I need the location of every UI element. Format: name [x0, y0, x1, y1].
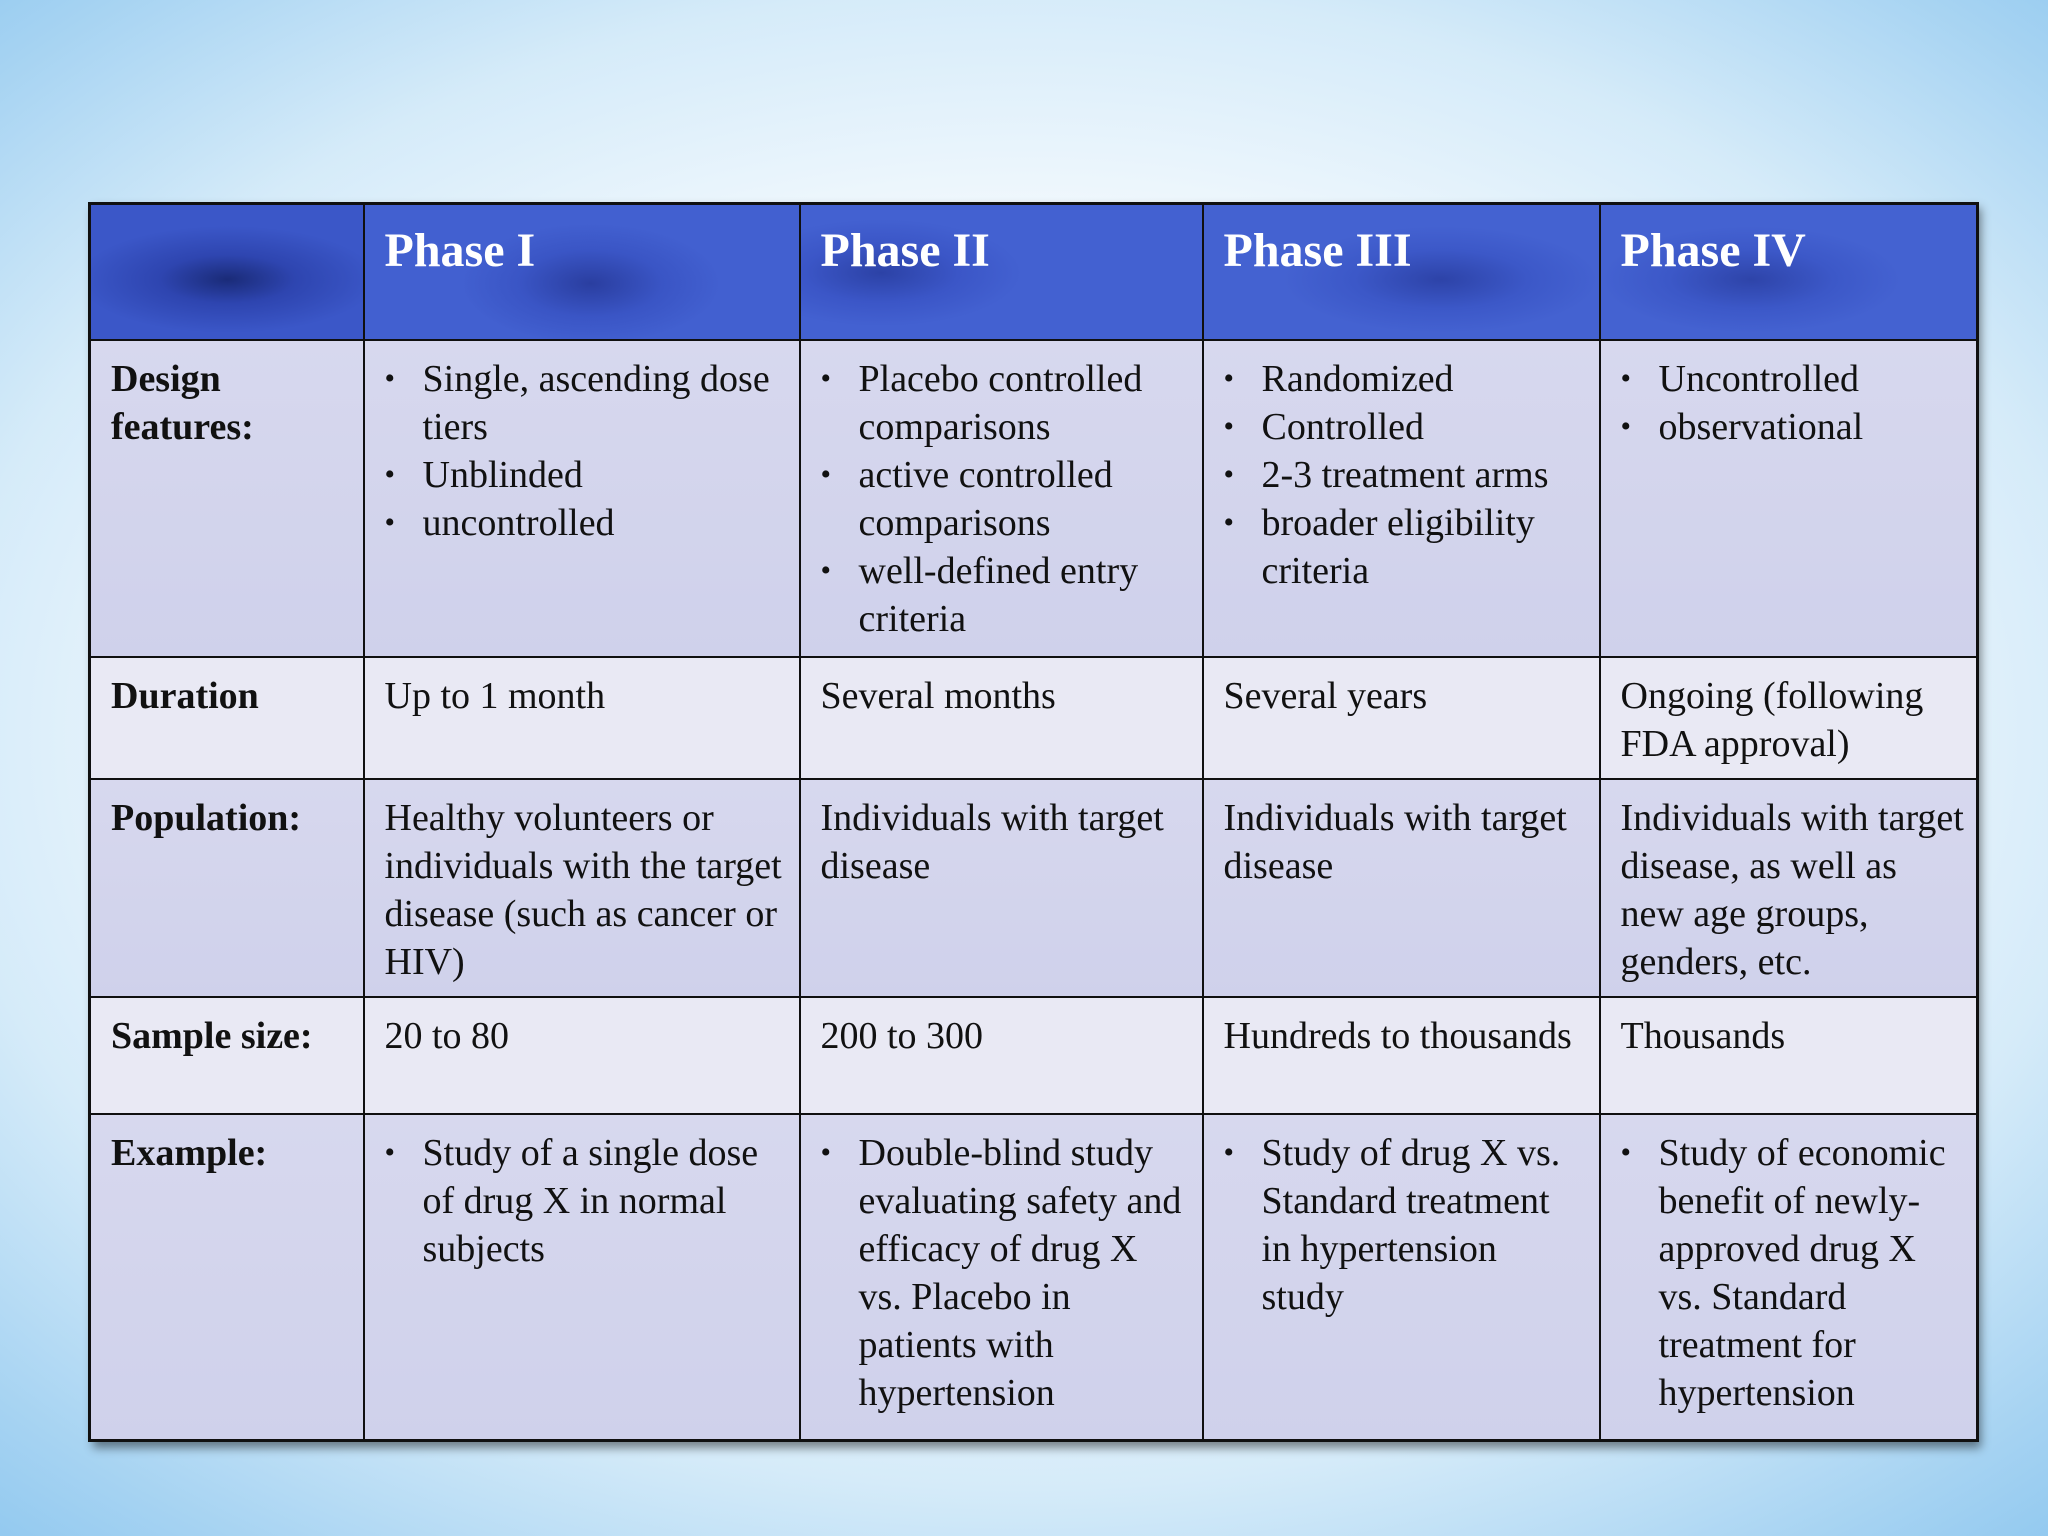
bullet-item: • Controlled: [1224, 403, 1587, 451]
header-phase-2: Phase II: [800, 204, 1203, 341]
cell-design-phase-1: [364, 340, 800, 657]
cell-population-phase-1: Healthy volunteers or individuals with the target disease (such as cancer or HIV): [364, 779, 800, 997]
bullet-item: • Study of drug X vs. Standard treatment in hypertension study: [1224, 1129, 1587, 1321]
cell-example-phase-4: [1600, 1114, 1978, 1441]
row-duration: [90, 657, 1978, 779]
cell-population-phase-3: Individuals with target disease: [1203, 779, 1600, 997]
cell-example-phase-3: [1203, 1114, 1600, 1441]
bullet-list: [1224, 1129, 1587, 1321]
bullet-item: • Placebo controlled comparisons: [821, 355, 1190, 451]
bullet-list: [821, 1129, 1190, 1417]
bullet-item: • Study of a single dose of drug X in normal subjects: [385, 1129, 787, 1273]
bullet-item: • uncontrolled: [385, 499, 787, 547]
cell-sample-phase-2: 200 to 300: [800, 997, 1203, 1114]
cell-design-phase-3: [1203, 340, 1600, 657]
cell-example-phase-1: [364, 1114, 800, 1441]
bullet-list: [385, 355, 787, 547]
row-label-population: Population:: [90, 779, 364, 997]
bullet-item: • Uncontrolled: [1621, 355, 1965, 403]
cell-sample-phase-3: Hundreds to thousands: [1203, 997, 1600, 1114]
clinical-trial-phases-table: [88, 202, 1979, 1442]
bullet-item: • Double-blind study evaluating safety and efficacy of drug X vs. Placebo in patients with hypertension: [821, 1129, 1190, 1417]
cell-design-phase-4: [1600, 340, 1978, 657]
bullet-item: • Single, ascending dose tiers: [385, 355, 787, 451]
cell-design-phase-2: [800, 340, 1203, 657]
row-label-duration: Duration: [90, 657, 364, 779]
bullet-item: • well-defined entry criteria: [821, 547, 1190, 643]
row-design-features: [90, 340, 1978, 657]
header-row: [90, 204, 1978, 341]
row-label-example: Example:: [90, 1114, 364, 1441]
bullet-item: • broader eligibility criteria: [1224, 499, 1587, 595]
header-phase-1: Phase I: [364, 204, 800, 341]
cell-duration-phase-4: Ongoing (following FDA approval): [1600, 657, 1978, 779]
cell-duration-phase-1: Up to 1 month: [364, 657, 800, 779]
bullet-item: • active controlled comparisons: [821, 451, 1190, 547]
cell-example-phase-2: [800, 1114, 1203, 1441]
bullet-list: [385, 1129, 787, 1273]
bullet-list: [1224, 355, 1587, 595]
bullet-item: • 2-3 treatment arms: [1224, 451, 1587, 499]
row-sample-size: [90, 997, 1978, 1114]
header-phase-4: Phase IV: [1600, 204, 1978, 341]
cell-sample-phase-4: Thousands: [1600, 997, 1978, 1114]
cell-duration-phase-2: Several months: [800, 657, 1203, 779]
bullet-item: • observational: [1621, 403, 1965, 451]
row-label-design-features: Design features:: [90, 340, 364, 657]
phase-table-container: [88, 202, 1976, 1442]
bullet-list: [1621, 1129, 1965, 1417]
bullet-item: • Randomized: [1224, 355, 1587, 403]
row-population: [90, 779, 1978, 997]
bullet-item: • Unblinded: [385, 451, 787, 499]
row-label-sample-size: Sample size:: [90, 997, 364, 1114]
bullet-list: [821, 355, 1190, 643]
bullet-list: [1621, 355, 1965, 451]
bullet-item: • Study of economic benefit of newly-approved drug X vs. Standard treatment for hypertension: [1621, 1129, 1965, 1417]
cell-population-phase-2: Individuals with target disease: [800, 779, 1203, 997]
cell-duration-phase-3: Several years: [1203, 657, 1600, 779]
cell-sample-phase-1: 20 to 80: [364, 997, 800, 1114]
row-example: [90, 1114, 1978, 1441]
header-phase-3: Phase III: [1203, 204, 1600, 341]
header-corner: [90, 204, 364, 341]
cell-population-phase-4: Individuals with target disease, as well as new age groups, genders, etc.: [1600, 779, 1978, 997]
